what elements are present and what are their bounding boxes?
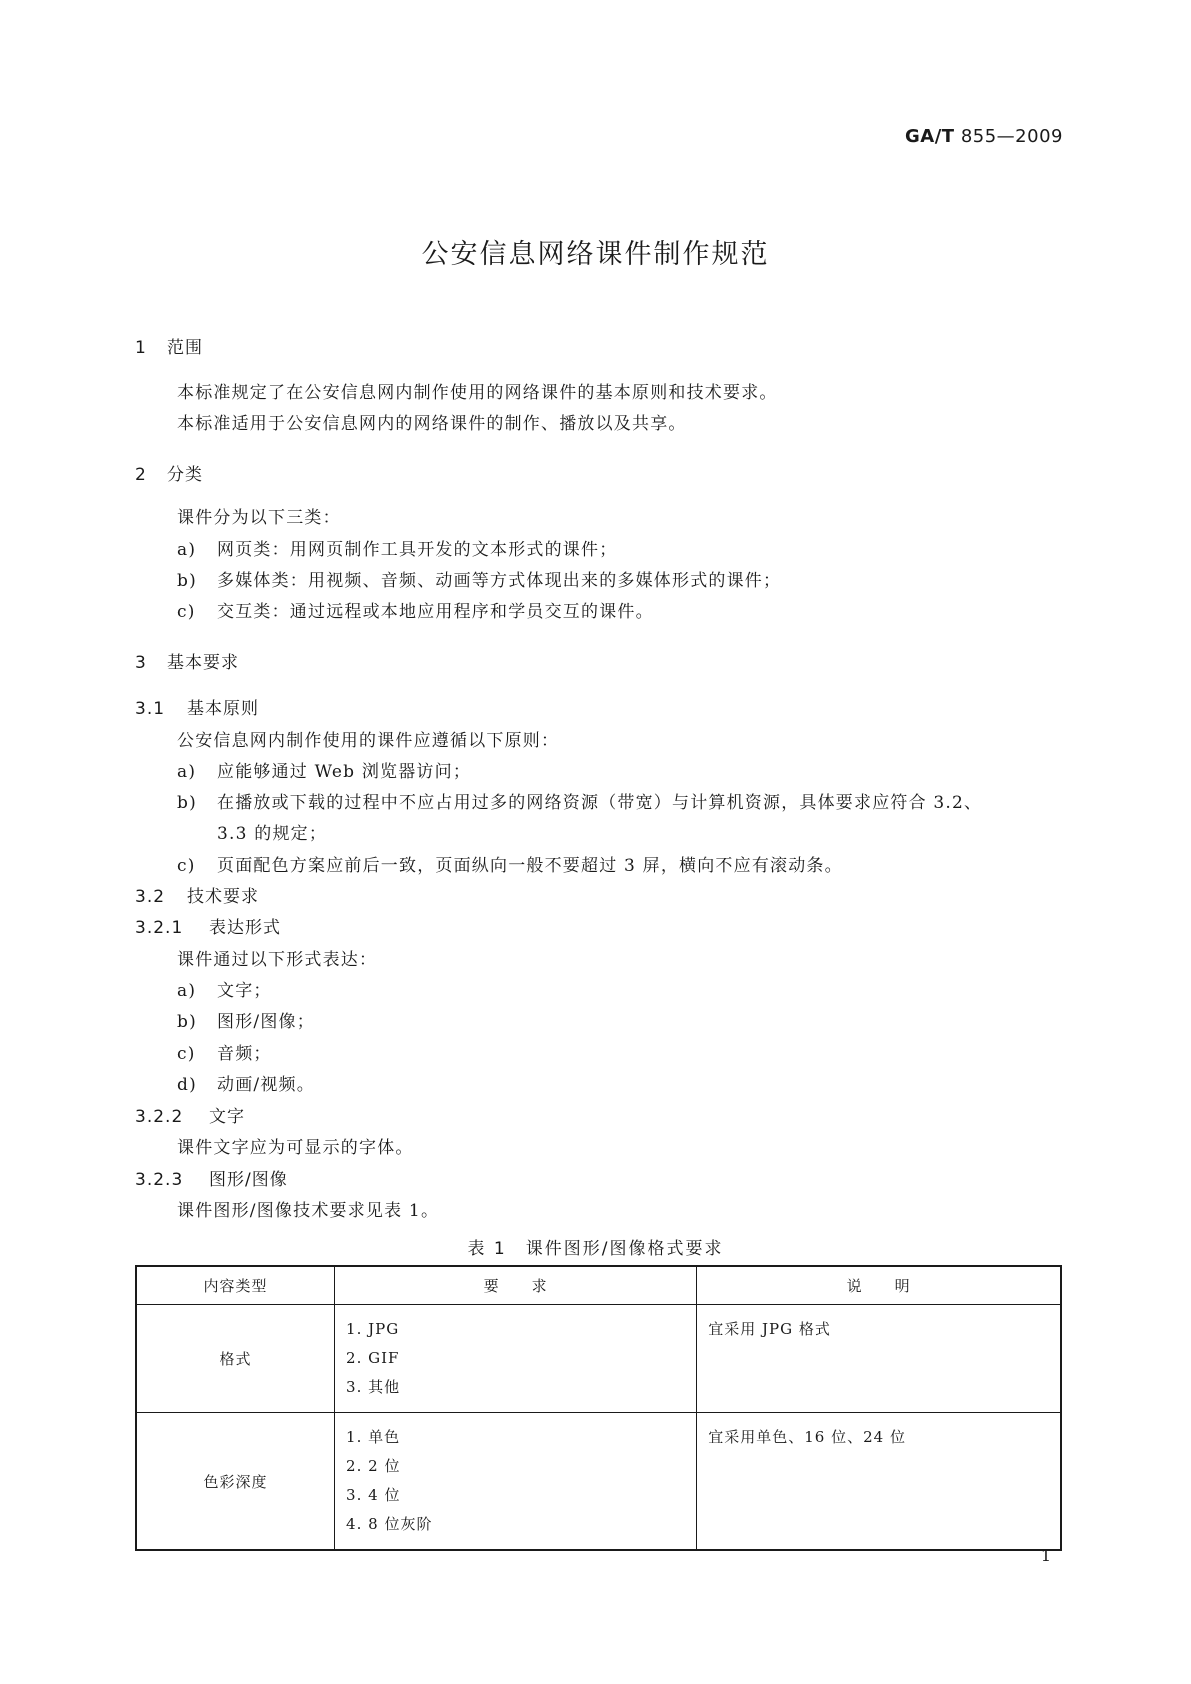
list-marker: a) <box>177 981 197 1001</box>
section-1-para-2: 本标准适用于公安信息网内的网络课件的制作、播放以及共享。 <box>177 414 687 434</box>
section-number: 3.2 <box>135 887 166 907</box>
list-item <box>177 1039 272 1064</box>
section-1-para-1: 本标准规定了在公安信息网内制作使用的网络课件的基本原则和技术要求。 <box>177 383 778 403</box>
table-header-row <box>136 1266 1061 1305</box>
standard-number: 855—2009 <box>960 126 1063 147</box>
section-1-heading <box>135 333 203 358</box>
list-text: 交互类：通过远程或本地应用程序和学员交互的课件。 <box>217 602 654 622</box>
requirement-item: 3. 其他 <box>346 1378 401 1396</box>
image-format-table <box>135 1265 1062 1551</box>
section-3-2-1-heading <box>135 913 281 938</box>
table-cell-note: 宜采用单色、16 位、24 位 <box>697 1413 1061 1551</box>
section-number: 3 <box>135 653 147 673</box>
table-cell-note: 宜采用 JPG 格式 <box>697 1305 1061 1413</box>
table-cell-type: 格式 <box>136 1305 335 1413</box>
list-marker: c) <box>177 856 196 876</box>
section-title: 文字 <box>209 1107 245 1127</box>
list-text: 应能够通过 Web 浏览器访问； <box>217 762 472 782</box>
section-number: 2 <box>135 465 147 485</box>
section-3-2-2-para: 课件文字应为可显示的字体。 <box>177 1138 414 1158</box>
section-number: 1 <box>135 338 147 358</box>
requirement-item: 3. 4 位 <box>346 1486 401 1504</box>
list-marker: b) <box>177 571 197 591</box>
section-title: 基本要求 <box>167 653 239 673</box>
section-title: 技术要求 <box>187 887 259 907</box>
table-cell-requirements <box>335 1305 697 1413</box>
list-item <box>177 1070 315 1095</box>
page-number: 1 <box>1040 1546 1051 1565</box>
list-item <box>177 851 843 876</box>
section-3-heading <box>135 648 239 673</box>
section-3-1-heading <box>135 694 259 719</box>
list-text: 音频； <box>217 1044 272 1064</box>
list-item <box>177 566 781 591</box>
section-number: 3.2.3 <box>135 1170 184 1190</box>
section-3-2-heading <box>135 882 259 907</box>
standard-prefix: GA/T <box>905 126 955 147</box>
requirement-item: 4. 8 位灰阶 <box>346 1515 433 1533</box>
table-header-cell: 要 求 <box>335 1266 697 1305</box>
table-row <box>136 1413 1061 1551</box>
table-header-cell: 内容类型 <box>136 1266 335 1305</box>
table-cell-requirements <box>335 1413 697 1551</box>
list-item <box>177 535 617 560</box>
section-title: 基本原则 <box>187 699 259 719</box>
section-2-intro: 课件分为以下三类： <box>177 508 341 528</box>
section-number: 3.1 <box>135 699 166 719</box>
list-marker: a) <box>177 540 197 560</box>
section-number: 3.2.2 <box>135 1107 184 1127</box>
section-title: 范围 <box>167 338 203 358</box>
requirement-item: 1. 单色 <box>346 1428 401 1446</box>
list-marker: c) <box>177 1044 196 1064</box>
section-3-2-2-heading <box>135 1102 245 1127</box>
list-marker: d) <box>177 1075 197 1095</box>
list-item <box>177 788 982 813</box>
section-title: 分类 <box>167 465 203 485</box>
list-text: 页面配色方案应前后一致，页面纵向一般不要超过 3 屏，横向不应有滚动条。 <box>217 856 843 876</box>
list-item <box>177 597 654 622</box>
section-number: 3.2.1 <box>135 918 184 938</box>
requirement-item: 1. JPG <box>346 1320 400 1338</box>
section-3-2-1-intro: 课件通过以下形式表达： <box>177 950 378 970</box>
requirement-item: 2. GIF <box>346 1349 400 1367</box>
section-2-heading <box>135 460 203 485</box>
section-title: 图形/图像 <box>209 1170 288 1190</box>
list-marker: b) <box>177 793 197 813</box>
standard-code <box>905 126 1063 147</box>
list-item <box>177 757 471 782</box>
list-text: 图形/图像； <box>217 1012 315 1032</box>
table-caption: 表 1 课件图形/图像格式要求 <box>467 1239 724 1259</box>
list-text: 文字； <box>217 981 272 1001</box>
section-title: 表达形式 <box>209 918 281 938</box>
list-text: 多媒体类：用视频、音频、动画等方式体现出来的多媒体形式的课件； <box>217 571 782 591</box>
section-3-2-3-heading <box>135 1165 288 1190</box>
list-marker: c) <box>177 602 196 622</box>
list-text: 动画/视频。 <box>217 1075 315 1095</box>
section-3-2-3-para: 课件图形/图像技术要求见表 1。 <box>177 1201 440 1221</box>
table-cell-type: 色彩深度 <box>136 1413 335 1551</box>
section-3-1-intro: 公安信息网内制作使用的课件应遵循以下原则： <box>177 731 560 751</box>
table-row <box>136 1305 1061 1413</box>
list-item <box>177 976 272 1001</box>
requirement-item: 2. 2 位 <box>346 1457 401 1475</box>
table-header-cell: 说 明 <box>697 1266 1061 1305</box>
document-title: 公安信息网络课件制作规范 <box>421 239 770 270</box>
list-text: 网页类：用网页制作工具开发的文本形式的课件； <box>217 540 618 560</box>
list-marker: a) <box>177 762 197 782</box>
list-marker: b) <box>177 1012 197 1032</box>
list-text: 在播放或下载的过程中不应占用过多的网络资源（带宽）与计算机资源，具体要求应符合 3.2、 <box>217 793 983 813</box>
list-item <box>177 1007 315 1032</box>
list-item-continuation: 3.3 的规定； <box>217 824 328 844</box>
